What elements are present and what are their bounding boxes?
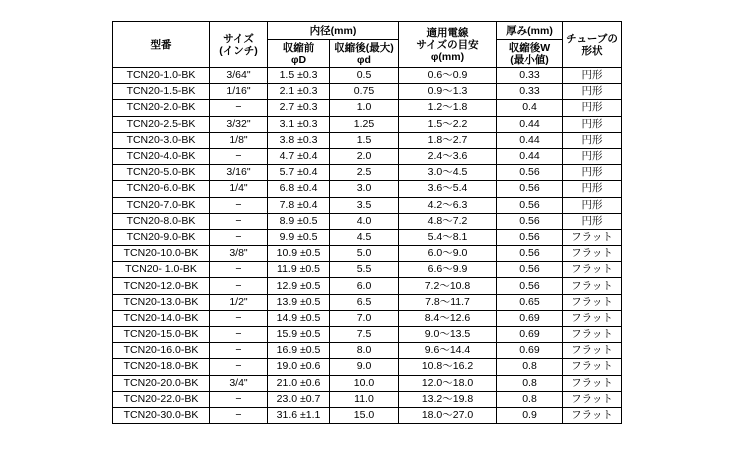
cell-size: 3/32" <box>210 116 268 132</box>
cell-after-shrink: 11.0 <box>330 391 399 407</box>
cell-model: TCN20-3.0-BK <box>113 132 210 148</box>
cell-thickness: 0.69 <box>497 343 563 359</box>
cell-size: 1/8" <box>210 132 268 148</box>
cell-tube-shape: フラット <box>563 391 622 407</box>
cell-tube-shape: フラット <box>563 229 622 245</box>
table-row <box>113 100 622 116</box>
cell-before-shrink: 21.0 ±0.6 <box>268 375 330 391</box>
header-thickness: 厚み(mm) <box>497 22 563 40</box>
table-row <box>113 262 622 278</box>
cell-size: 1/4" <box>210 181 268 197</box>
cell-size: − <box>210 391 268 407</box>
cell-before-shrink: 10.9 ±0.5 <box>268 246 330 262</box>
cell-after-shrink: 9.0 <box>330 359 399 375</box>
cell-model: TCN20-16.0-BK <box>113 343 210 359</box>
cell-after-shrink: 2.0 <box>330 148 399 164</box>
cell-size: − <box>210 278 268 294</box>
cell-before-shrink: 8.9 ±0.5 <box>268 213 330 229</box>
cell-wire-size: 8.4～12.6 <box>399 310 497 326</box>
cell-wire-size: 3.6～5.4 <box>399 181 497 197</box>
cell-before-shrink: 3.1 ±0.3 <box>268 116 330 132</box>
cell-model: TCN20-8.0-BK <box>113 213 210 229</box>
cell-thickness: 0.56 <box>497 213 563 229</box>
cell-thickness: 0.4 <box>497 100 563 116</box>
cell-before-shrink: 19.0 ±0.6 <box>268 359 330 375</box>
cell-size: − <box>210 229 268 245</box>
cell-thickness: 0.69 <box>497 327 563 343</box>
cell-before-shrink: 4.7 ±0.4 <box>268 148 330 164</box>
cell-thickness: 0.69 <box>497 310 563 326</box>
table-row <box>113 68 622 84</box>
cell-model: TCN20-6.0-BK <box>113 181 210 197</box>
cell-tube-shape: フラット <box>563 246 622 262</box>
cell-wire-size: 1.2～1.8 <box>399 100 497 116</box>
cell-size: 3/8" <box>210 246 268 262</box>
cell-after-shrink: 3.5 <box>330 197 399 213</box>
cell-wire-size: 3.0～4.5 <box>399 165 497 181</box>
cell-wire-size: 13.2～19.8 <box>399 391 497 407</box>
cell-tube-shape: フラット <box>563 407 622 423</box>
header-after-shrink: 収縮後(最大) φd <box>330 40 399 68</box>
cell-model: TCN20- 1.0-BK <box>113 262 210 278</box>
cell-tube-shape: 円形 <box>563 116 622 132</box>
table-row <box>113 197 622 213</box>
table-row <box>113 84 622 100</box>
cell-model: TCN20-9.0-BK <box>113 229 210 245</box>
cell-before-shrink: 12.9 ±0.5 <box>268 278 330 294</box>
cell-after-shrink: 8.0 <box>330 343 399 359</box>
cell-thickness: 0.56 <box>497 197 563 213</box>
table-row <box>113 359 622 375</box>
cell-before-shrink: 3.8 ±0.3 <box>268 132 330 148</box>
table-row <box>113 181 622 197</box>
cell-model: TCN20-10.0-BK <box>113 246 210 262</box>
cell-before-shrink: 23.0 ±0.7 <box>268 391 330 407</box>
header-size: サイズ (インチ) <box>210 22 268 68</box>
cell-wire-size: 10.8～16.2 <box>399 359 497 375</box>
cell-wire-size: 6.0～9.0 <box>399 246 497 262</box>
table-row <box>113 148 622 164</box>
cell-thickness: 0.8 <box>497 375 563 391</box>
header-thickness-sub: 収縮後W (最小値) <box>497 40 563 68</box>
cell-tube-shape: フラット <box>563 343 622 359</box>
cell-wire-size: 7.8～11.7 <box>399 294 497 310</box>
table-row <box>113 213 622 229</box>
cell-before-shrink: 16.9 ±0.5 <box>268 343 330 359</box>
cell-thickness: 0.56 <box>497 181 563 197</box>
cell-tube-shape: 円形 <box>563 84 622 100</box>
header-before-shrink: 収縮前 φD <box>268 40 330 68</box>
cell-thickness: 0.9 <box>497 407 563 423</box>
cell-model: TCN20-2.5-BK <box>113 116 210 132</box>
cell-after-shrink: 1.25 <box>330 116 399 132</box>
cell-size: 3/16" <box>210 165 268 181</box>
spec-table <box>112 21 622 424</box>
table-row <box>113 116 622 132</box>
cell-model: TCN20-30.0-BK <box>113 407 210 423</box>
cell-wire-size: 4.2～6.3 <box>399 197 497 213</box>
cell-before-shrink: 6.8 ±0.4 <box>268 181 330 197</box>
cell-before-shrink: 9.9 ±0.5 <box>268 229 330 245</box>
table-row <box>113 343 622 359</box>
table-row <box>113 375 622 391</box>
cell-model: TCN20-14.0-BK <box>113 310 210 326</box>
cell-after-shrink: 1.0 <box>330 100 399 116</box>
header-model: 型番 <box>113 22 210 68</box>
cell-before-shrink: 1.5 ±0.3 <box>268 68 330 84</box>
cell-tube-shape: フラット <box>563 294 622 310</box>
cell-tube-shape: 円形 <box>563 197 622 213</box>
cell-wire-size: 6.6～9.9 <box>399 262 497 278</box>
cell-after-shrink: 0.5 <box>330 68 399 84</box>
header-wire-size: 適用電線 サイズの目安 φ(mm) <box>399 22 497 68</box>
cell-thickness: 0.33 <box>497 84 563 100</box>
cell-tube-shape: 円形 <box>563 181 622 197</box>
cell-size: − <box>210 100 268 116</box>
table-row <box>113 246 622 262</box>
cell-model: TCN20-4.0-BK <box>113 148 210 164</box>
cell-size: − <box>210 327 268 343</box>
cell-wire-size: 0.9～1.3 <box>399 84 497 100</box>
cell-thickness: 0.44 <box>497 148 563 164</box>
cell-tube-shape: フラット <box>563 310 622 326</box>
cell-model: TCN20-1.0-BK <box>113 68 210 84</box>
cell-tube-shape: フラット <box>563 375 622 391</box>
cell-size: 3/4" <box>210 375 268 391</box>
cell-wire-size: 1.8～2.7 <box>399 132 497 148</box>
cell-after-shrink: 4.5 <box>330 229 399 245</box>
cell-thickness: 0.33 <box>497 68 563 84</box>
cell-size: − <box>210 213 268 229</box>
cell-after-shrink: 1.5 <box>330 132 399 148</box>
cell-after-shrink: 7.5 <box>330 327 399 343</box>
cell-thickness: 0.8 <box>497 359 563 375</box>
cell-thickness: 0.56 <box>497 165 563 181</box>
cell-wire-size: 5.4～8.1 <box>399 229 497 245</box>
cell-thickness: 0.44 <box>497 116 563 132</box>
cell-after-shrink: 0.75 <box>330 84 399 100</box>
cell-wire-size: 18.0～27.0 <box>399 407 497 423</box>
cell-tube-shape: 円形 <box>563 68 622 84</box>
cell-thickness: 0.56 <box>497 229 563 245</box>
cell-before-shrink: 5.7 ±0.4 <box>268 165 330 181</box>
cell-wire-size: 9.6～14.4 <box>399 343 497 359</box>
cell-tube-shape: 円形 <box>563 132 622 148</box>
cell-wire-size: 7.2～10.8 <box>399 278 497 294</box>
cell-thickness: 0.44 <box>497 132 563 148</box>
cell-after-shrink: 5.5 <box>330 262 399 278</box>
table-row <box>113 132 622 148</box>
cell-tube-shape: 円形 <box>563 148 622 164</box>
cell-before-shrink: 15.9 ±0.5 <box>268 327 330 343</box>
cell-tube-shape: フラット <box>563 359 622 375</box>
cell-tube-shape: フラット <box>563 262 622 278</box>
cell-tube-shape: フラット <box>563 278 622 294</box>
cell-after-shrink: 10.0 <box>330 375 399 391</box>
cell-after-shrink: 4.0 <box>330 213 399 229</box>
cell-tube-shape: 円形 <box>563 213 622 229</box>
cell-thickness: 0.56 <box>497 246 563 262</box>
cell-size: − <box>210 310 268 326</box>
cell-thickness: 0.56 <box>497 278 563 294</box>
cell-wire-size: 0.6～0.9 <box>399 68 497 84</box>
table-row <box>113 229 622 245</box>
table-row <box>113 165 622 181</box>
cell-before-shrink: 14.9 ±0.5 <box>268 310 330 326</box>
cell-thickness: 0.56 <box>497 262 563 278</box>
cell-thickness: 0.65 <box>497 294 563 310</box>
cell-before-shrink: 11.9 ±0.5 <box>268 262 330 278</box>
cell-size: 1/2" <box>210 294 268 310</box>
cell-wire-size: 2.4～3.6 <box>399 148 497 164</box>
cell-wire-size: 4.8～7.2 <box>399 213 497 229</box>
cell-after-shrink: 7.0 <box>330 310 399 326</box>
cell-size: − <box>210 407 268 423</box>
cell-model: TCN20-12.0-BK <box>113 278 210 294</box>
cell-wire-size: 9.0～13.5 <box>399 327 497 343</box>
cell-model: TCN20-18.0-BK <box>113 359 210 375</box>
table-row <box>113 327 622 343</box>
cell-size: − <box>210 262 268 278</box>
cell-model: TCN20-1.5-BK <box>113 84 210 100</box>
cell-model: TCN20-2.0-BK <box>113 100 210 116</box>
cell-before-shrink: 13.9 ±0.5 <box>268 294 330 310</box>
cell-wire-size: 1.5～2.2 <box>399 116 497 132</box>
cell-thickness: 0.8 <box>497 391 563 407</box>
header-tube-shape: チューブの 形状 <box>563 22 622 68</box>
table-row <box>113 278 622 294</box>
cell-after-shrink: 3.0 <box>330 181 399 197</box>
cell-after-shrink: 2.5 <box>330 165 399 181</box>
header-inner-diameter: 内径(mm) <box>268 22 399 40</box>
cell-after-shrink: 5.0 <box>330 246 399 262</box>
cell-size: − <box>210 359 268 375</box>
cell-model: TCN20-7.0-BK <box>113 197 210 213</box>
cell-tube-shape: 円形 <box>563 165 622 181</box>
cell-after-shrink: 6.5 <box>330 294 399 310</box>
cell-size: 3/64" <box>210 68 268 84</box>
cell-size: 1/16" <box>210 84 268 100</box>
cell-tube-shape: フラット <box>563 327 622 343</box>
cell-before-shrink: 2.7 ±0.3 <box>268 100 330 116</box>
cell-wire-size: 12.0～18.0 <box>399 375 497 391</box>
cell-tube-shape: 円形 <box>563 100 622 116</box>
cell-model: TCN20-13.0-BK <box>113 294 210 310</box>
table-row <box>113 294 622 310</box>
cell-after-shrink: 15.0 <box>330 407 399 423</box>
table-row <box>113 391 622 407</box>
cell-model: TCN20-22.0-BK <box>113 391 210 407</box>
cell-size: − <box>210 148 268 164</box>
table-row <box>113 310 622 326</box>
cell-before-shrink: 7.8 ±0.4 <box>268 197 330 213</box>
cell-after-shrink: 6.0 <box>330 278 399 294</box>
cell-size: − <box>210 343 268 359</box>
table-body <box>113 68 622 424</box>
cell-size: − <box>210 197 268 213</box>
table-row <box>113 407 622 423</box>
cell-model: TCN20-15.0-BK <box>113 327 210 343</box>
cell-before-shrink: 31.6 ±1.1 <box>268 407 330 423</box>
cell-model: TCN20-20.0-BK <box>113 375 210 391</box>
cell-model: TCN20-5.0-BK <box>113 165 210 181</box>
cell-before-shrink: 2.1 ±0.3 <box>268 84 330 100</box>
